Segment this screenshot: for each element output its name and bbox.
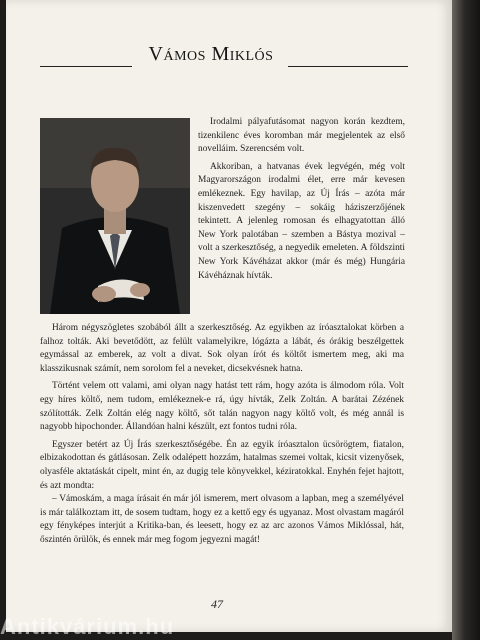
header-rule-left: [40, 66, 132, 67]
right-column-text: [198, 116, 405, 283]
portrait-photo-icon: [40, 118, 190, 314]
paragraph: Három négyszögletes szobából állt a szerkesztőség. Az egyikben az íróasztalokat körben a falhoz tolták. Aki bevetődött, az felült valamelyikre, lógázta a lábát, és órákig beszélgettek egymással az emberek, az volt a divat. Sok olyan írót és költőt ismertem meg, aki ma klasszikusnak számít, nem sorolom fel a neveket, dicsekvésnek hatna.: [40, 323, 404, 374]
book-page: [6, 0, 452, 632]
page-number: 47: [211, 597, 223, 611]
author-portrait-photo: [40, 118, 190, 314]
paragraph: Történt velem ott valami, ami olyan nagy hatást tett rám, hogy azóta is álmodom róla. Volt egy híres költő, nem tudom, emlékeznek-e rá, úgy hívták, Zelk Zoltán. A barátai Zézének szólították. Zelk Zoltán elég nagy költő, sőt talán nagyon nagy költő volt, és még annál is nagyobb hipochonder. Állandóan halni készült, ezt fontos tudni róla.: [40, 381, 404, 433]
book-gutter: [452, 0, 480, 640]
dialogue-paragraph: – Vámoskám, a maga írásait én már jól ismerem, mert olvasom a lapban, meg a személyével is már találkoztam itt, de sosem tudtam, hogy ez a kettő egy és ugyanaz. Most olvastam magáról egy fényképes interjút a Kritika-ban, és leesett, hogy ez az arc azonos Vámos Miklóssal, hát, őszintén örülök, és ennek már meg fogom jegyezni magát!: [40, 494, 404, 545]
body-text: [40, 322, 404, 548]
header-rule-right: [288, 66, 408, 67]
chapter-author-title: Vámos Miklós: [148, 43, 274, 65]
paragraph: Egyszer betért az Új Írás szerkesztőségébe. Én az egyik íróasztalon ücsörögtem, fiatalon, elbizakodottan és gátlásosan. Zelk odalépett hozzám, hatalmas szemei voltak, kicsit vizenyősek, olyasféle aktatáskát cipelt, mint én, az dugig tele könyvekkel, kéziratokkal. Enyhén fejet hajtott, és azt mondta:: [40, 439, 404, 491]
paragraph: Akkoriban, a hatvanas évek legvégén, még volt Magyarországon irodalmi élet, erre már kevesen emlékeznek. Egy havilap, az Új Írás – azóta már kiszenvedett szegény – sokáig háziszerzőjének tekintett. A jelenleg romosan és elhagyatottan álló New York palotában – szemben a Bástya mozival – volt a szerkesztőség, a negyedik emeleten. A földszinti New York Kávéházat akkor (már és még) Hungária Kávéháznak hívták.: [198, 161, 405, 281]
watermark-logo: Antikvárium.hu: [0, 614, 175, 639]
paragraph: Irodalmi pályafutásomat nagyon korán kezdtem, tizenkilenc éves koromban már megjelentek az első novelláim. Szerencsém volt.: [198, 117, 405, 155]
